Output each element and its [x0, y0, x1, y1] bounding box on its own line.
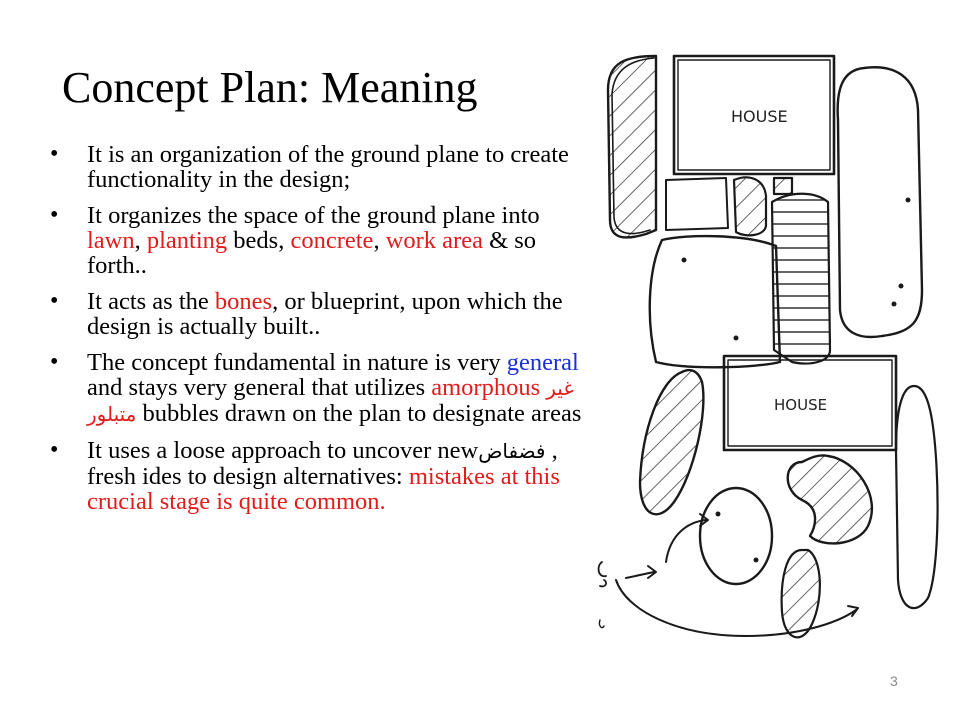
lined-bed: [772, 194, 830, 364]
general-highlight: general: [506, 349, 579, 376]
long-bed-right: [838, 67, 922, 337]
bullet-dot: •: [50, 349, 59, 375]
bullet-dot: •: [50, 202, 59, 228]
long-oval-right: [896, 386, 938, 608]
work-area-highlight: work area: [385, 227, 483, 254]
kidney-bed: [788, 455, 872, 543]
house-label-top: HOUSE: [731, 107, 788, 126]
concrete-highlight: concrete: [290, 227, 374, 254]
lawn-bed: [650, 236, 780, 367]
hatched-bed-left: [608, 56, 656, 237]
house-label-bottom: HOUSE: [774, 396, 828, 414]
bullet-dot: •: [50, 288, 59, 314]
bullet-item: • The concept fundamental in nature is very general and stays very general that utilizes amorphous غير متبلور bubbles drawn on the plan to designate areas: [50, 349, 582, 427]
bullet-dot: •: [50, 141, 59, 167]
hatched-oval-bottom: [782, 550, 820, 637]
bullet-item: • It acts as the bones, or blueprint, upon which the design is actually built..: [50, 288, 563, 340]
small-bed: [734, 177, 766, 235]
hatched-oval-left: [640, 370, 703, 514]
page-number: 3: [890, 673, 898, 689]
bullet-item: • It organizes the space of the ground plane into lawn, planting beds, concrete, work area & so forth..: [50, 202, 540, 279]
lawn-highlight: lawn: [87, 227, 135, 254]
arabic-translation: غير متبلور: [87, 376, 574, 426]
bullet-item: • It is an organization of the ground plane to create functionality in the design;: [50, 141, 569, 193]
amorphous-highlight: amorphous: [431, 374, 541, 401]
path-l-shape: [666, 178, 728, 230]
mistakes-highlight: mistakes at this crucial stage is quite common.: [87, 463, 560, 515]
bullet-list: [50, 142, 590, 525]
concept-plan-sketch: [596, 50, 942, 646]
slide-title: Concept Plan: Meaning: [62, 63, 478, 112]
arabic-translation: فضفاض: [478, 439, 546, 463]
bullet-dot: •: [50, 437, 59, 463]
bones-highlight: bones: [214, 288, 273, 315]
lawn-oval: [700, 488, 772, 584]
bullet-item: • It uses a loose approach to uncover newفضفاض , fresh ides to design alternatives: mistakes at this crucial stage is quite common.: [50, 437, 560, 515]
planting-highlight: planting: [146, 227, 228, 254]
